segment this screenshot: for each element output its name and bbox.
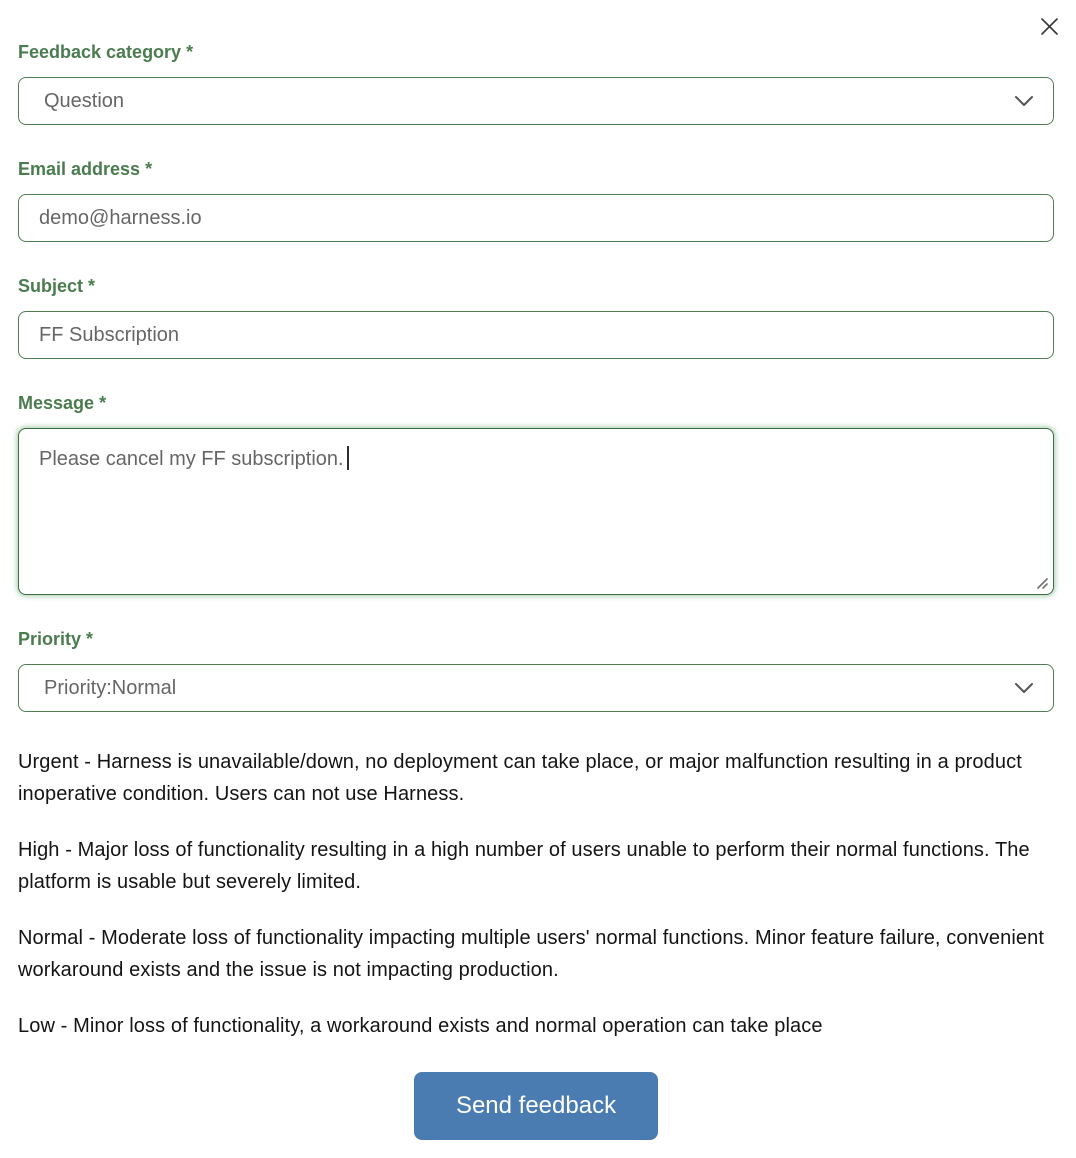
email-label (18, 159, 1054, 179)
field-group-category (18, 42, 1054, 125)
priority-description-normal: Normal - Moderate loss of functionality impacting multiple users' normal functions. Minor feature failure, convenient workaround exists and the issue is not impacting production. (18, 927, 1044, 981)
text-cursor (347, 446, 349, 470)
chevron-down-icon (1014, 95, 1034, 107)
feedback-category-select[interactable] (18, 77, 1054, 125)
email-input[interactable] (18, 194, 1054, 242)
email-label-text: Email address (18, 159, 141, 179)
priority-description-low: Low - Minor loss of functionality, a workaround exists and normal operation can take place (18, 1015, 823, 1037)
close-icon (1040, 17, 1059, 36)
message-label (18, 393, 1054, 413)
subject-label-text: Subject (18, 276, 84, 296)
field-group-priority (18, 629, 1054, 712)
category-required-mark: * (186, 42, 194, 62)
priority-required-mark: * (86, 629, 94, 649)
email-required-mark: * (145, 159, 153, 179)
send-feedback-button[interactable]: Send feedback (414, 1072, 658, 1140)
message-label-text: Message (18, 393, 95, 413)
field-group-email (18, 159, 1054, 242)
message-required-mark: * (99, 393, 107, 413)
subject-input[interactable] (18, 311, 1054, 359)
subject-label (18, 276, 1054, 296)
priority-value: Priority:Normal (44, 676, 177, 699)
priority-description-high: High - Major loss of functionality resulting in a high number of users unable to perform their normal functions. The platform is usable but severely limited. (18, 839, 1030, 893)
category-label (18, 42, 1054, 62)
feedback-category-value: Question (44, 89, 125, 112)
resize-grip-icon[interactable] (1034, 575, 1049, 590)
priority-label (18, 629, 1054, 649)
submit-row (18, 1072, 1054, 1140)
close-button[interactable] (1037, 14, 1061, 38)
subject-required-mark: * (88, 276, 96, 296)
message-text: Please cancel my FF subscription. (39, 448, 344, 470)
message-textarea[interactable] (18, 428, 1054, 595)
field-group-message (18, 393, 1054, 595)
category-label-text: Feedback category (18, 42, 182, 62)
chevron-down-icon (1014, 682, 1034, 694)
priority-description-urgent: Urgent - Harness is unavailable/down, no deployment can take place, or major malfunction resulting in a product inoperative condition. Users can not use Harness. (18, 751, 1022, 805)
priority-label-text: Priority (18, 629, 82, 649)
priority-select[interactable] (18, 664, 1054, 712)
field-group-subject (18, 276, 1054, 359)
